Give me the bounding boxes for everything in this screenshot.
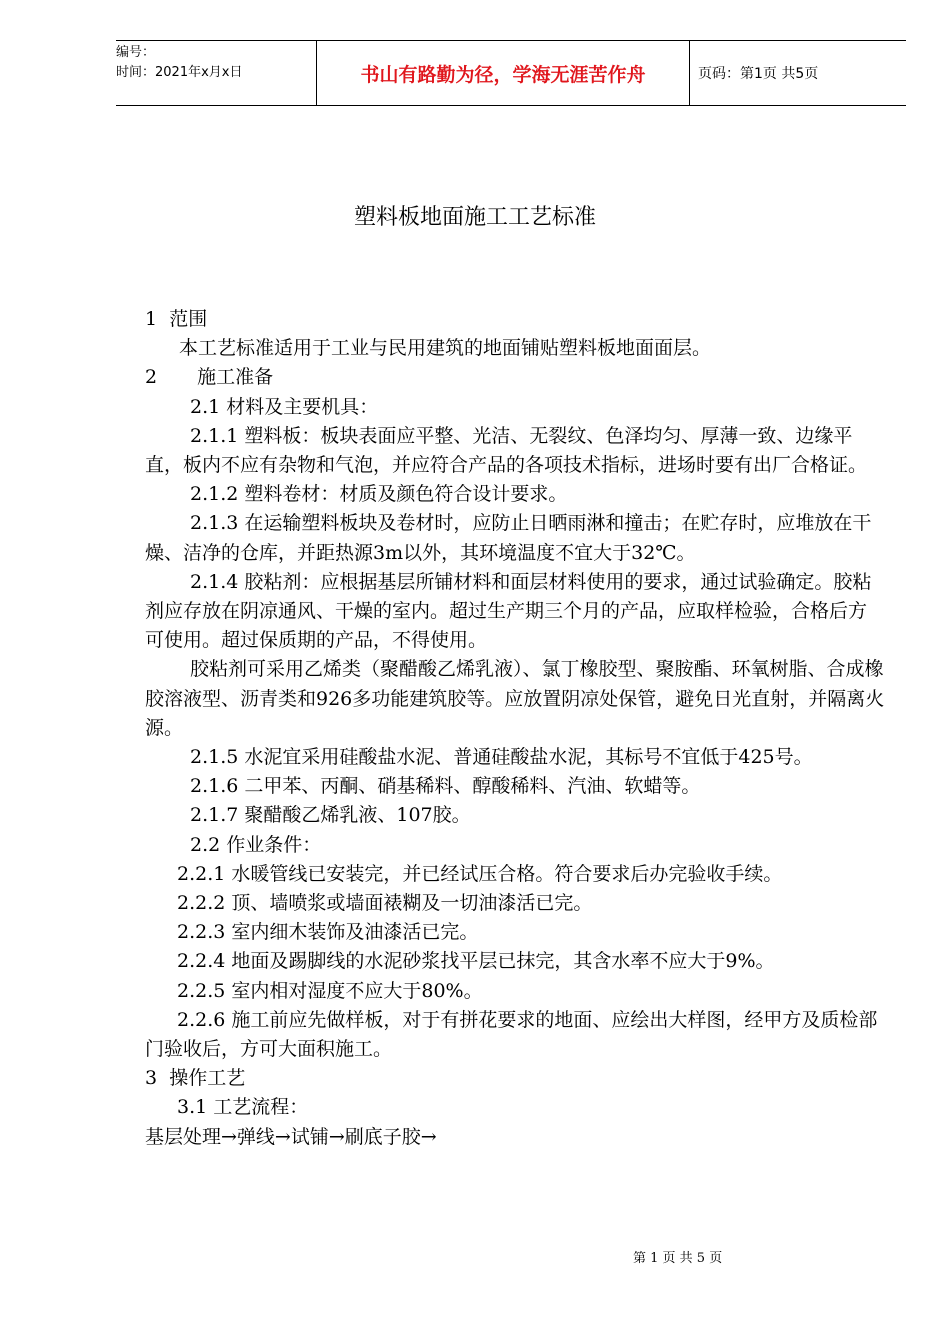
header-meta: [116, 41, 316, 105]
paragraph: 2.1.5 水泥宜采用硅酸盐水泥、普通硅酸盐水泥，其标号不宜低于425号。: [190, 746, 813, 769]
page-footer: 第 1 页 共 5 页: [633, 1251, 723, 1266]
section-number: 2: [145, 366, 158, 389]
paragraph: 2.2.1 水暖管线已安装完，并已经试压合格。符合要求后办完验收手续。: [177, 862, 783, 885]
section-title: 施工准备: [197, 366, 274, 389]
document-title: 塑料板地面施工工艺标准: [353, 205, 596, 230]
paragraph: 2.2.3 室内细木装饰及油漆活已完。: [177, 921, 479, 944]
paragraph: 本工艺标准适用于工业与民用建筑的地面铺贴塑料板地面面层。: [179, 337, 712, 360]
document-body: [145, 305, 885, 1152]
section-title: 范围: [169, 308, 208, 330]
section-heading-1: [145, 305, 885, 334]
paragraph: 2.2.2 顶、墙喷浆或墙面裱糊及一切油漆活已完。: [177, 892, 593, 915]
paragraph: 胶粘剂可采用乙烯类（聚醋酸乙烯乳液）、氯丁橡胶型、聚胺酯、环氧树脂、合成橡胶溶液型、沥青类和926多功能建筑胶等。应放置阴凉处保管，避免日光直射，并隔离火源。: [145, 658, 885, 739]
paragraph: 2.1.6 二甲苯、丙酮、硝基稀料、醇酸稀料、汽油、软蜡等。: [190, 775, 701, 798]
paragraph: 2.2.6 施工前应先做样板，对于有拼花要求的地面、应绘出大样图，经甲方及质检部门验收后，方可大面积施工。: [145, 1008, 878, 1061]
subsection-heading: 3.1 工艺流程：: [177, 1096, 309, 1119]
process-flow: 基层处理→弹线→试铺→刷底子胶→: [145, 1125, 437, 1148]
document-number-label: 编号：: [116, 45, 156, 60]
document-time: 时间：2021年x月x日: [116, 65, 243, 80]
subsection-heading: 2.2 作业条件：: [190, 833, 322, 856]
paragraph: 2.1.1 塑料板：板块表面应平整、光洁、无裂纹、色泽均匀、厚薄一致、边缘平直，板内不应有杂物和气泡，并应符合产品的各项技术指标，进场时要有出厂合格证。: [145, 424, 868, 477]
paragraph: 2.1.2 塑料卷材：材质及颜色符合设计要求。: [190, 483, 568, 506]
paragraph: 2.1.7 聚醋酸乙烯乳液、107胶。: [190, 804, 471, 827]
paragraph: 2.2.5 室内相对湿度不应大于80%。: [177, 979, 483, 1002]
section-heading-3: [145, 1064, 885, 1093]
paragraph: 2.1.3 在运输塑料板块及卷材时，应防止日晒雨淋和撞击；在贮存时，应堆放在干燥、洁净的仓库，并距热源3m以外，其环境温度不宜大于32℃。: [145, 512, 872, 564]
paragraph: 2.1.4 胶粘剂：应根据基层所铺材料和面层材料使用的要求，通过试验确定。胶粘剂应存放在阴凉通风、干燥的室内。超过生产期三个月的产品，应取样检验，合格后方可使用。超过保质期的产品，不得使用。: [145, 570, 872, 652]
section-title: 操作工艺: [169, 1067, 246, 1090]
header-page-number: 页码：第1页 共5页: [698, 66, 819, 82]
paragraph: 2.2.4 地面及踢脚线的水泥砂浆找平层已抹完，其含水率不应大于9%。: [177, 950, 775, 973]
section-heading-2: [145, 363, 885, 392]
section-number: 1: [145, 308, 158, 330]
page-header: [116, 40, 906, 106]
subsection-heading: 2.1 材料及主要机具：: [190, 395, 379, 418]
header-slogan: 书山有路勤为径，学海无涯苦作舟: [316, 41, 690, 105]
section-number: 3: [145, 1067, 158, 1090]
